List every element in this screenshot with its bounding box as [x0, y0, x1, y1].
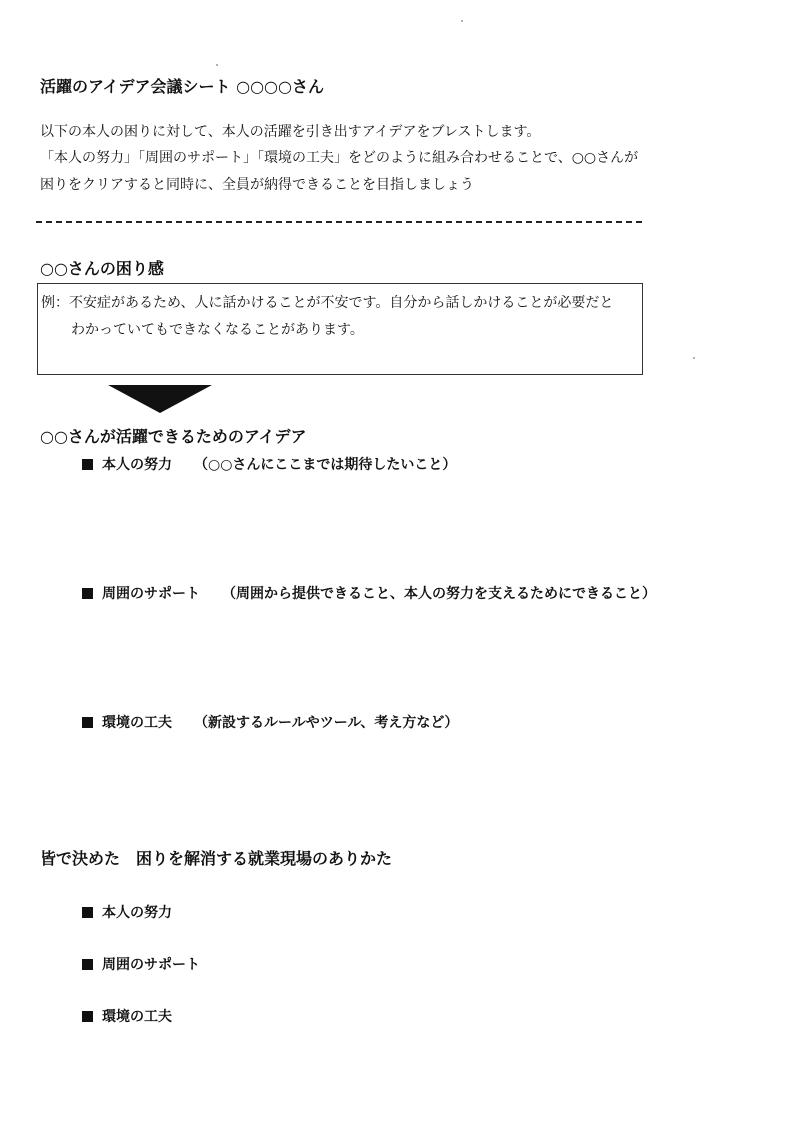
- square-bullet-icon: [82, 717, 93, 728]
- intro-line-3: 困りをクリアすると同時に、全員が納得できることを目指しましょう: [40, 177, 474, 193]
- idea-item-label: 環境の工夫: [102, 715, 172, 731]
- decision-item-environment: [82, 1006, 172, 1026]
- trouble-example-line-2: わかっていてもできなくなることがあります。: [71, 322, 364, 338]
- page-title: 活躍のアイデア会議シート ○○○○さん: [40, 77, 324, 96]
- down-arrow-icon: [108, 385, 212, 413]
- dashed-separator: [36, 221, 642, 223]
- idea-item-surrounding-support: [82, 583, 656, 603]
- idea-item-note: （○○さんにここまでは期待したいこと）: [194, 457, 457, 473]
- idea-item-label: 周囲のサポート: [102, 586, 200, 602]
- idea-item-self-effort: [82, 454, 456, 474]
- scan-speck: [461, 20, 463, 22]
- decision-item-self-effort: [82, 902, 172, 922]
- trouble-heading: ○○さんの困り感: [40, 259, 164, 278]
- idea-item-environment: [82, 712, 458, 732]
- decision-item-label: 本人の努力: [102, 905, 172, 921]
- decision-item-label: 周囲のサポート: [102, 957, 200, 973]
- square-bullet-icon: [82, 907, 93, 918]
- square-bullet-icon: [82, 588, 93, 599]
- scan-speck: [693, 357, 695, 359]
- square-bullet-icon: [82, 1011, 93, 1022]
- decision-item-label: 環境の工夫: [102, 1009, 172, 1025]
- decision-heading: 皆で決めた 困りを解消する就業現場のありかた: [40, 849, 393, 868]
- intro-line-2: 「本人の努力」「周囲のサポート」「環境の工夫」をどのように組み合わせることで、○○さんが: [40, 150, 639, 166]
- scan-speck: [216, 64, 218, 66]
- decision-item-surrounding-support: [82, 954, 200, 974]
- idea-item-note: （周囲から提供できること、本人の努力を支えるためにできること）: [222, 586, 656, 602]
- idea-item-label: 本人の努力: [102, 457, 172, 473]
- square-bullet-icon: [82, 459, 93, 470]
- intro-line-1: 以下の本人の困りに対して、本人の活躍を引き出すアイデアをブレストします。: [40, 124, 541, 140]
- square-bullet-icon: [82, 959, 93, 970]
- trouble-example-box: [37, 283, 643, 375]
- trouble-example-line-1: 例：不安症があるため、人に話かけることが不安です。自分から話しかけることが必要だと: [41, 295, 614, 311]
- ideas-heading: ○○さんが活躍できるためのアイデア: [40, 427, 307, 446]
- idea-item-note: （新設するルールやツール、考え方など）: [194, 715, 459, 731]
